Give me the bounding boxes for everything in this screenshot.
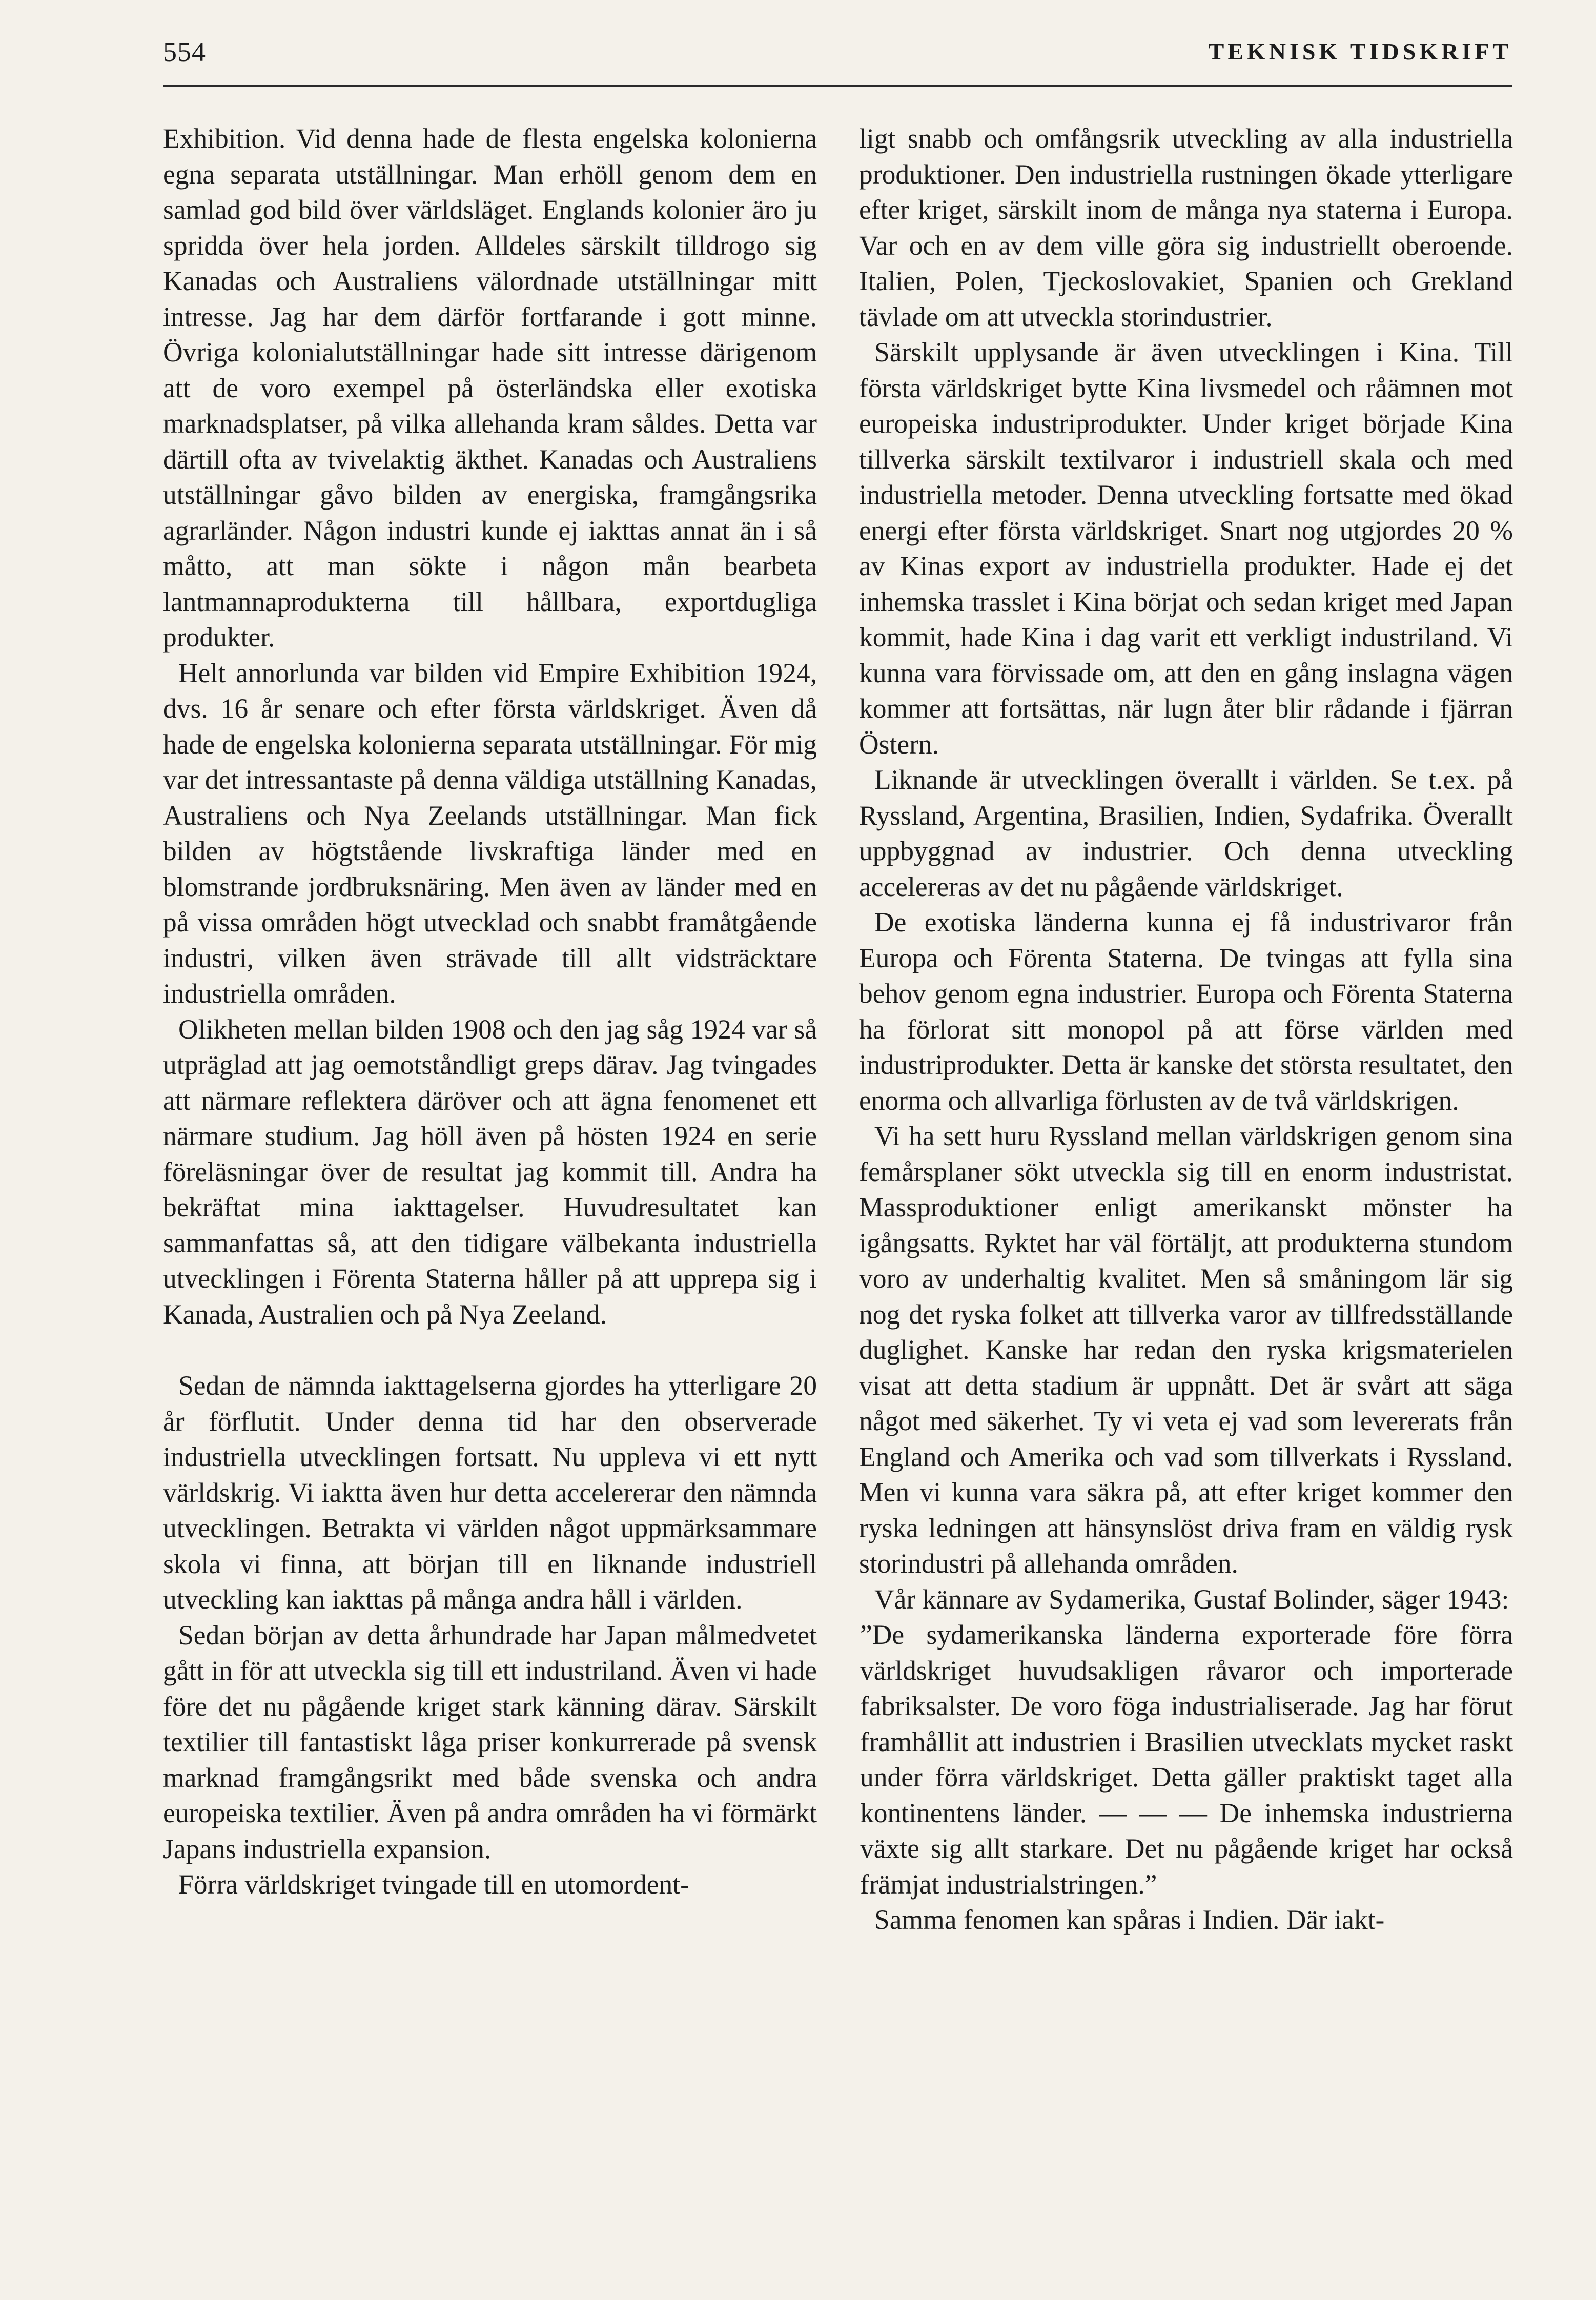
paragraph: De exotiska länderna kunna ej få industrivaror från Europa och Förenta Staterna. De tvingas att fylla sina behov genom egna industrier. Europa och Förenta Staterna ha förlorat sitt monopol på att förse världen med industriprodukter. Detta är kanske det största resultatet, den enorma och allvarliga förlusten av de två världskrigen.	[859, 907, 1513, 1116]
block-quote: ”De sydamerikanska länderna exporterade före förra världskriget huvudsakligen råvaror och importerade fabriksalster. De voro föga industrialiserade. Jag har förut framhållit att industrien i Brasilien utvecklats mycket raskt under förra världskriget. Detta gäller praktiskt taget alla kontinentens länder. — — — De inhemska industrierna växte sig allt starkare. Det nu pågående kriget har också främjat industrialstringen.”	[860, 1619, 1513, 1900]
paragraph: ligt snabb och omfångsrik utveckling av alla industriella produktioner. Den industriella rustningen ökade ytterligare efter kriget, särskilt inom de många nya staterna i Europa. Var och en av dem ville göra sig industriellt oberoende. Italien, Polen, Tjeckoslovakiet, Spanien och Grekland tävlade om att utveckla storindustrier.	[859, 123, 1513, 332]
left-column	[163, 121, 817, 1903]
paragraph: Samma fenomen kan spåras i Indien. Där iakt-	[874, 1904, 1385, 1935]
paragraph: Liknande är utvecklingen överallt i världen. Se t.ex. på Ryssland, Argentina, Brasilien, Indien, Sydafrika. Överallt uppbyggnad av industrier. Och denna utveckling accelereras av det nu pågående världskriget.	[859, 764, 1513, 902]
paragraph: Vår kännare av Sydamerika, Gustaf Bolinder, säger 1943:	[874, 1583, 1509, 1615]
page-number: 554	[163, 36, 206, 67]
paragraph: Sedan början av detta århundrade har Japan målmedvetet gått in för att utveckla sig till ett industriland. Även vi hade före det nu pågående kriget stark känning därav. Särskilt textilier till fantastiskt låga priser konkurrerade på svensk marknad framgångsrikt med både svenska och andra europeiska textilier. Även på andra områden ha vi förmärkt Japans industriella expansion.	[163, 1619, 817, 1864]
paragraph: Helt annorlunda var bilden vid Empire Exhibition 1924, dvs. 16 år senare och efter första världskriget. Även då hade de engelska kolonierna separata utställningar. För mig var det intressantaste på denna väldiga utställning Kanadas, Australiens och Nya Zeelands utställningar. Man fick bilden av högtstående livskraftiga länder med en blomstrande jordbruksnäring. Men även av länder med en på vissa områden högt utvecklad och snabbt framåtgående industri, vilken även strävade till allt vidsträcktare industriella områden.	[163, 657, 817, 1009]
paragraph: Vi ha sett huru Ryssland mellan världskrigen genom sina femårsplaner sökt utveckla sig till en enorm industristat. Massproduktioner enligt amerikanskt mönster ha igångsatts. Ryktet har väl förtäljt, att produkterna stundom voro av underhaltig kvalitet. Men så småningom lär sig nog det ryska folket att tillverka varor av tillfredsställande duglighet. Kanske har redan den ryska krigsmaterielen visat att detta stadium är uppnått. Det är svårt att säga något med säkerhet. Ty vi veta ej vad som levererats från England och Amerika och vad som tillverkats i Ryssland. Men vi kunna vara säkra på, att efter kriget kommer den ryska ledningen att hänsynslöst driva fram en väldig rysk storindustri på allehanda områden.	[859, 1121, 1513, 1579]
page-header	[163, 32, 1512, 83]
paragraph: Exhibition. Vid denna hade de flesta engelska kolonierna egna separata utställningar. Man erhöll genom dem en samlad god bild över världsläget. Englands kolonier äro ju spridda över hela jorden. Alldeles särskilt tilldrogo sig Kanadas och Australiens välordnade utställningar mitt intresse. Jag har dem därför fortfarande i gott minne. Övriga kolonialutställningar hade sitt intresse därigenom att de voro exempel på österländska eller exotiska marknadsplatser, på vilka allehanda kram såldes. Detta var därtill ofta av tvivelaktig äkthet. Kanadas och Australiens utställningar gåvo bilden av energiska, framgångsrika agrarländer. Någon industri kunde ej iakttas annat än i så måtto, att man sökte i någon mån bearbeta lantmannaprodukterna till hållbara, exportdugliga produkter.	[163, 123, 817, 653]
journal-title: TEKNISK TIDSKRIFT	[1208, 38, 1512, 65]
paragraph: Sedan de nämnda iakttagelserna gjordes ha ytterligare 20 år förflutit. Under denna tid har den observerade industriella utvecklingen fortsatt. Nu uppleva vi ett nytt världskrig. Vi iaktta även hur detta accelererar den nämnda utvecklingen. Betrakta vi världen något uppmärksammare skola vi finna, att början till en liknande industriell utveckling kan iakttas på många andra håll i världen.	[163, 1370, 817, 1615]
paragraph: Olikheten mellan bilden 1908 och den jag såg 1924 var så utpräglad att jag oemotståndligt greps därav. Jag tvingades att närmare reflektera däröver och att ägna fenomenet ett närmare studium. Jag höll även på hösten 1924 en serie föreläsningar över de resultat jag kommit till. Andra ha bekräftat mina iakttagelser. Huvudresultatet kan sammanfattas så, att den tidigare välbekanta industriella utvecklingen i Förenta Staterna håller på att upprepa sig i Kanada, Australien och på Nya Zeeland.	[163, 1013, 817, 1330]
right-column	[859, 121, 1513, 1938]
paragraph: Förra världskriget tvingade till en utomordent-	[178, 1869, 689, 1900]
paragraph: Särskilt upplysande är även utvecklingen i Kina. Till första världskriget bytte Kina livsmedel och råämnen mot europeiska industriprodukter. Under kriget började Kina tillverka särskilt textilvaror i industriell skala och med industriella metoder. Denna utveckling fortsatte med ökad energi efter första världskriget. Snart nog utgjordes 20 % av Kinas export av industriella produkter. Hade ej det inhemska trasslet i Kina börjat och sedan kriget med Japan kommit, hade Kina i dag varit ett verkligt industriland. Vi kunna vara förvissade om, att den en gång inslagna vägen kommer att fortsättas, när lugn åter blir rådande i fjärran Östern.	[859, 337, 1513, 760]
header-rule	[163, 85, 1512, 87]
